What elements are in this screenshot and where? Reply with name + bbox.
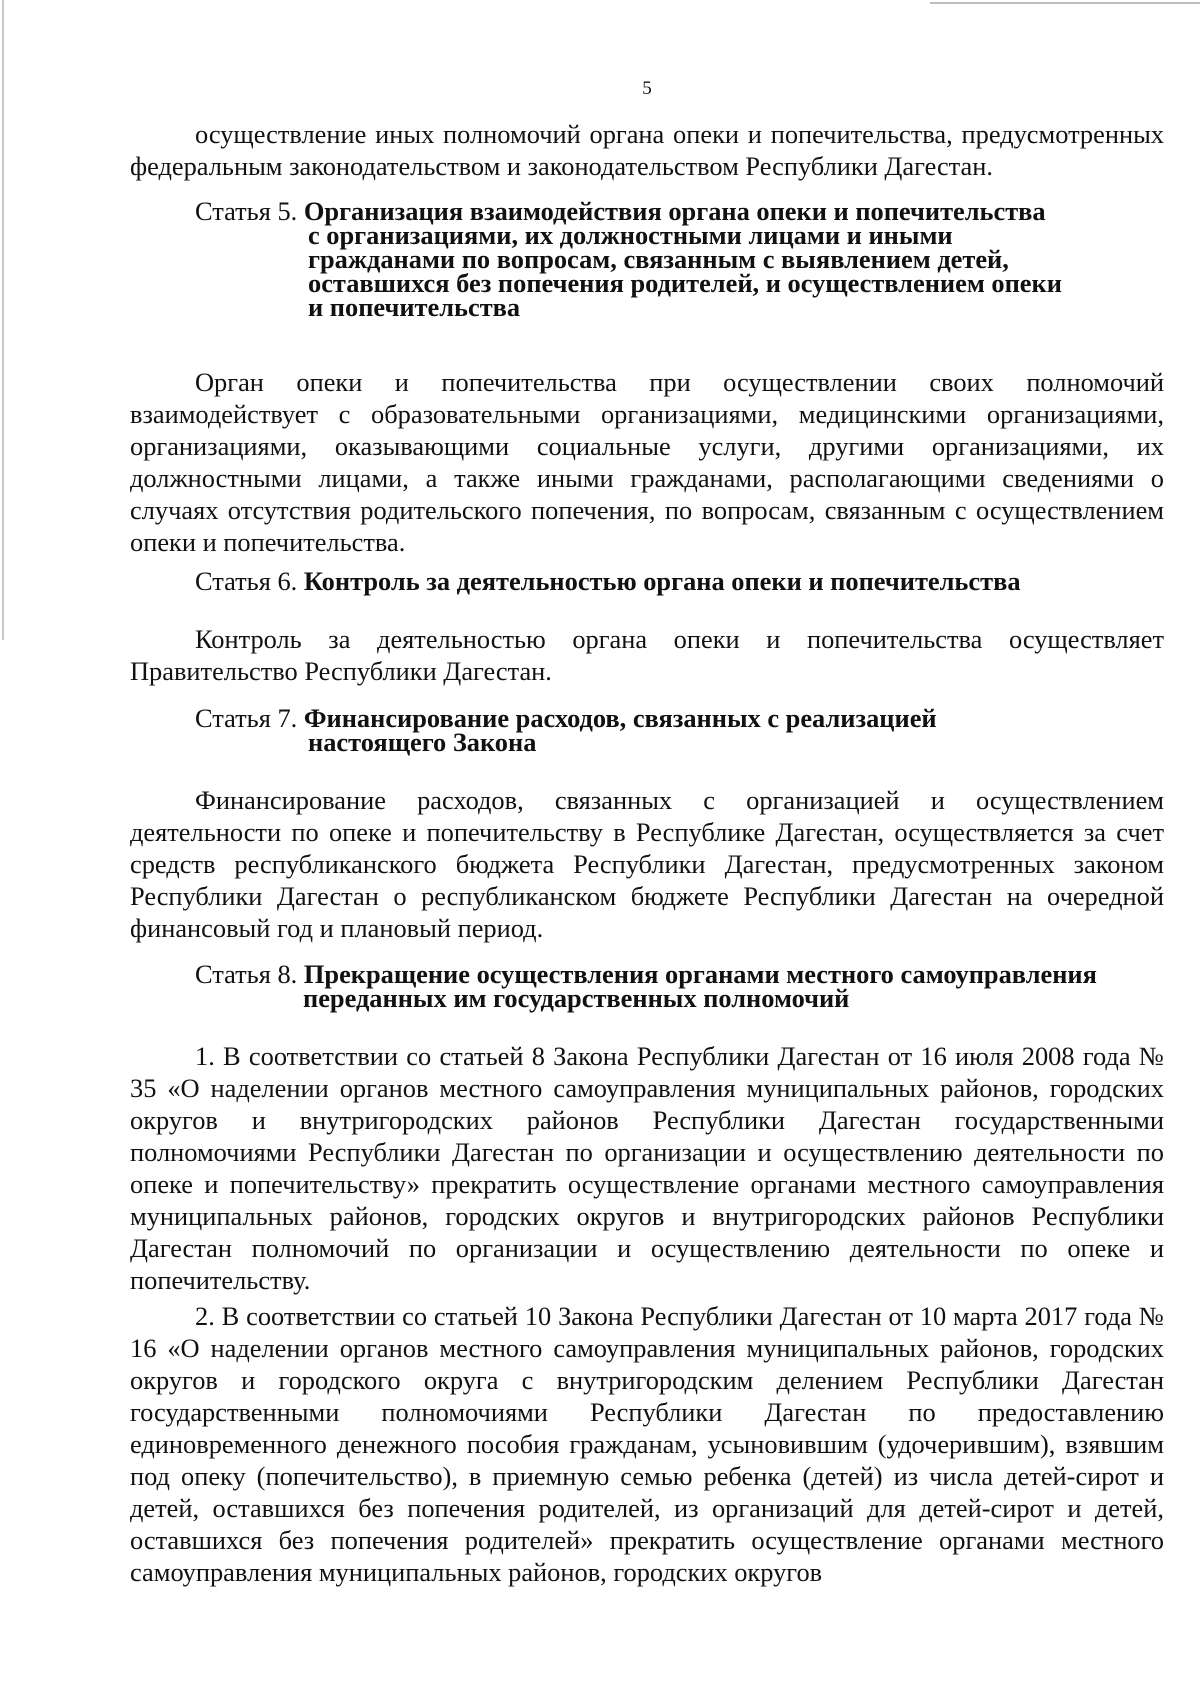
article-6-text: Контроль за деятельностью органа опеки и попечительства осуществляет Правительство Республики Дагестан. xyxy=(130,624,1164,686)
article-5-title-line-3: гражданами по вопросам, связанным с выявлением детей, xyxy=(308,244,1009,274)
article-7-heading xyxy=(195,703,1164,757)
article-5-title-line-5: и попечительства xyxy=(308,292,521,322)
article-5-label: Статья 5. xyxy=(195,196,298,226)
article-6-label: Статья 6. xyxy=(195,566,298,596)
article-7-label: Статья 7. xyxy=(195,703,298,733)
article-5-title-line-1: Организация взаимодействия органа опеки и попечительства xyxy=(303,196,1046,226)
intro-paragraph: осуществление иных полномочий органа опеки и попечительства, предусмотренных федеральным законодательством и законодательством Республики Дагестан. xyxy=(130,119,1164,181)
article-5-title-line-2: с организациями, их должностными лицами и иными xyxy=(308,220,953,250)
page-number: 5 xyxy=(642,78,652,99)
article-8-title-line-2: переданных им государственных полномочий xyxy=(303,983,850,1013)
scan-edge-top xyxy=(930,2,1200,4)
scan-edge-left xyxy=(2,0,4,640)
article-7-title-line-2: настоящего Закона xyxy=(308,727,537,757)
article-8-label: Статья 8. xyxy=(195,959,298,989)
article-8-paragraph-1: 1. В соответствии со статьей 8 Закона Республики Дагестан от 16 июля 2008 года № 35 «О наделении органов местного самоуправления муниципальных районов, городских округов и внутригородских районов Республики Дагестан государственными полномочиями Республики Дагестан по организации и осуществлению деятельности по опеке и попечительству» прекратить осуществление органами местного самоуправления муниципальных районов, городских округов и внутригородских районов Республики Дагестан полномочий по организации и осуществлению деятельности по опеке и попечительству. xyxy=(130,1041,1164,1295)
article-7-text: Финансирование расходов, связанных с организацией и осуществлением деятельности по опеке и попечительству в Республике Дагестан, осуществляется за счет средств республиканского бюджета Республики Дагестан, предусмотренных законом Республики Дагестан о республиканском бюджете Республики Дагестан на очередной финансовый год и плановый период. xyxy=(130,785,1164,943)
article-6-title: Контроль за деятельностью органа опеки и попечительства xyxy=(303,566,1021,596)
article-8-heading xyxy=(195,959,1164,1013)
article-5-text: Орган опеки и попечительства при осуществлении своих полномочий взаимодействует с образовательными организациями, медицинскими организациями, организациями, оказывающими социальные услуги, другими организациями, их должностными лицами, а также иными гражданами, располагающими сведениями о случаях отсутствия родительского попечения, по вопросам, связанным с осуществлением опеки и попечительства. xyxy=(130,367,1164,557)
article-5-title-line-4: оставшихся без попечения родителей, и осуществлением опеки xyxy=(308,268,1062,298)
article-8-title-line-1: Прекращение осуществления органами местного самоуправления xyxy=(303,959,1097,989)
article-5-heading xyxy=(195,196,1164,322)
article-8-paragraph-2: 2. В соответствии со статьей 10 Закона Республики Дагестан от 10 марта 2017 года № 16 «О наделении органов местного самоуправления муниципальных районов, городских округов и городского округа с внутригородским делением Республики Дагестан государственными полномочиями Республики Дагестан по предоставлению единовременного денежного пособия гражданам, усыновившим (удочерившим), взявшим под опеку (попечительство), в приемную семью ребенка (детей) из числа детей-сирот и детей, оставшихся без попечения родителей, из организаций для детей-сирот и детей, оставшихся без попечения родителей» прекратить осуществление органами местного самоуправления муниципальных районов, городских округов xyxy=(130,1301,1164,1587)
article-7-title-line-1: Финансирование расходов, связанных с реализацией xyxy=(303,703,937,733)
article-6-heading xyxy=(195,566,1164,596)
